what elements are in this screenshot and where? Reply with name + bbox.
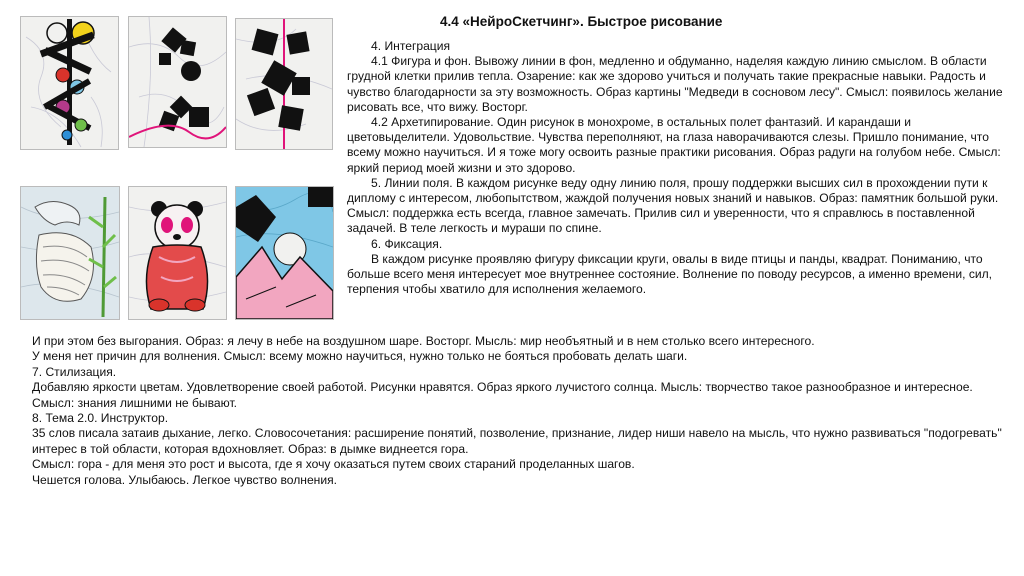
black-squares-sketch — [235, 18, 333, 150]
paragraph: И при этом без выгорания. Образ: я лечу в небе на воздушном шаре. Восторг. Мысль: мир необъятный и в нем столько всего интересного. — [32, 334, 815, 348]
paragraph: Чешется голова. Улыбаюсь. Легкое чувство волнения. — [32, 472, 338, 487]
paragraph: У меня нет причин для волнения. Смысл: всему можно научиться, нужно только не бояться пробовать делать шаги. — [32, 349, 688, 364]
paragraph: 6. Фиксация. — [371, 236, 443, 251]
mountains-moon-sketch — [235, 186, 334, 320]
paragraph: 35 слов писала затаив дыхание, легко. Словосочетания: расширение понятий, позволение, признание, лидер ниши навело на мысль, что нужно развиваться "подогревать" интерес в той области, которая вдохновляет. Образ: в дымке виднеется гора. — [32, 426, 1002, 456]
bottom-text-block — [32, 334, 1002, 488]
paragraph: 7. Стилизация. — [32, 364, 117, 379]
geometric-circles-sketch — [20, 16, 119, 150]
right-text-block — [347, 39, 1015, 297]
paragraph: 4.2 Архетипирование. Один рисунок в монохроме, в остальных полет фантазий. И карандаши и цветовыделители. Удовольствие. Чувства переполняют, на глаза наворачиваются слезы. Пришло понимание, что всему можно научиться. И я тоже могу освоить разные практики рисования. Образ радуги на голубом небе. Смысл: яркий период моей жизни и это здорово. — [347, 115, 1001, 175]
slide-title: 4.4 «НейроСкетчинг». Быстрое рисование — [440, 14, 723, 29]
dove-bamboo-sketch — [20, 186, 120, 320]
paragraph: 4. Интеграция — [371, 39, 451, 53]
panda-sketch — [128, 186, 227, 320]
paragraph: Смысл: гора - для меня это рост и высота, где я хочу оказаться путем своих стараний проделанных шагов. — [32, 457, 635, 472]
paragraph: 5. Линии поля. В каждом рисунке веду одну линию поля, прошу поддержки высших сил в прохождении пути к диплому с интересом, любопытством, жаждой получения новых знаний и навыков. Образ: памятник большой руки. Смысл: поддержка есть всегда, главное замечать. Прилив сил и уверенности, что я справлюсь в поставленной задачей. В теле легкость и мураши по спине. — [347, 175, 999, 236]
bamboo-squares-sketch — [128, 16, 227, 148]
paragraph: Добавляю яркости цветам. Удовлетворение своей работой. Рисунки нравятся. Образ яркого лучистого солнца. Мысль: творчество такое разнообразное и интересное. Смысл: знания лишними не бывают. — [32, 380, 973, 410]
paragraph: 8. Тема 2.0. Инструктор. — [32, 411, 169, 426]
paragraph: В каждом рисунке проявляю фигуру фиксации круги, овалы в виде птицы и панды, квадрат. Пониманию, что больше всего меня интересует мое внутреннее состояние. Волнение по поводу ресурсов, а именно времени, сил, терпения чтобы хватило для исполнения желаемого. — [347, 251, 993, 297]
paragraph: 4.1 Фигура и фон. Вывожу линии в фон, медленно и обдуманно, наделяя каждую линию смыслом. В области грудной клетки прилив тепла. Озарение: как же здорово учиться и получать такие прекрасные навыки. Радость и чувство благодарности за эту возможность. Образ картины "Медведи в сосновом лесу". Смысл: появилось желание рисовать все, что вижу. Восторг. — [347, 54, 1003, 114]
